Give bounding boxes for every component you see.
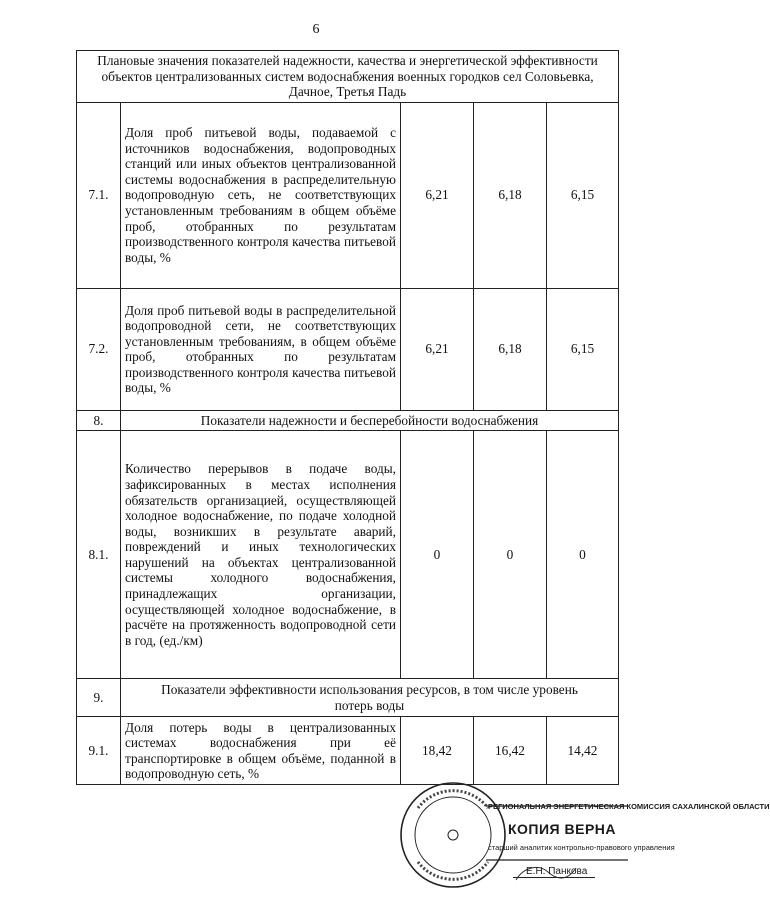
section-title: Показатели эффективности использования ресурсов, в том числе уровень потерь воды bbox=[121, 679, 619, 717]
row-value-1: 0 bbox=[401, 431, 474, 679]
row-value-3: 14,42 bbox=[547, 717, 619, 785]
table-header-row bbox=[77, 51, 619, 103]
signature-line bbox=[513, 877, 595, 878]
row-value-1: 18,42 bbox=[401, 717, 474, 785]
table-header: Плановые значения показателей надежности, качества и энергетической эффективности объектов централизованных систем водоснабжения военных городков сел Соловьевка, Дачное, Третья Падь bbox=[77, 51, 619, 103]
row-value-1: 6,21 bbox=[401, 288, 474, 410]
section-row bbox=[77, 410, 619, 431]
row-value-3: 0 bbox=[547, 431, 619, 679]
row-value-3: 6,15 bbox=[547, 288, 619, 410]
row-value-2: 0 bbox=[474, 431, 547, 679]
stamp-position: старший аналитик контрольно-правового управления bbox=[488, 843, 675, 852]
page-number: 6 bbox=[312, 22, 320, 37]
section-title: Показатели надежности и бесперебойности водоснабжения bbox=[121, 410, 619, 431]
row-value-2: 6,18 bbox=[474, 288, 547, 410]
table-row bbox=[77, 102, 619, 288]
row-number: 7.1. bbox=[77, 102, 121, 288]
row-description: Доля проб питьевой воды в распределительной водопроводной сети, не соответствующих установленным требованиям, в общем объёме проб, отобранных по результатам производственного контроля качества питьевой воды, % bbox=[121, 288, 401, 410]
certification-stamp bbox=[398, 768, 770, 902]
stamp-title: КОПИЯ ВЕРНА bbox=[508, 821, 617, 837]
section-number: 9. bbox=[77, 679, 121, 717]
row-description: Доля проб питьевой воды, подаваемой с источников водоснабжения, водопроводных станций или иных объектов централизованной системы водоснабжения в распределительную водопроводную сеть, не соответствующих установленным требованиям в общем объёме проб, отобранных по результатам производственного контроля качества питьевой воды, % bbox=[121, 102, 401, 288]
section-row bbox=[77, 679, 619, 717]
row-number: 9.1. bbox=[77, 717, 121, 785]
stamp-signer: Е.Н. Панкова bbox=[526, 866, 588, 877]
row-value-2: 16,42 bbox=[474, 717, 547, 785]
row-value-1: 6,21 bbox=[401, 102, 474, 288]
row-value-3: 6,15 bbox=[547, 102, 619, 288]
section-number: 8. bbox=[77, 410, 121, 431]
stamp-organization: РЕГИОНАЛЬНАЯ ЭНЕРГЕТИЧЕСКАЯ КОМИССИЯ САХАЛИНСКОЙ ОБЛАСТИ bbox=[488, 802, 770, 811]
table-row bbox=[77, 431, 619, 679]
row-number: 7.2. bbox=[77, 288, 121, 410]
indicators-table bbox=[76, 50, 619, 785]
table-row bbox=[77, 288, 619, 410]
row-number: 8.1. bbox=[77, 431, 121, 679]
row-description: Доля потерь воды в централизованных системах водоснабжения при её транспортировке в общем объёме, поданной в водопроводную сеть, % bbox=[121, 717, 401, 785]
row-description: Количество перерывов в подаче воды, зафиксированных в местах исполнения обязательств организацией, осуществляющей холодное водоснабжение, по подаче холодной воды, возникших в результате аварий, повреждений и иных технологических нарушений на объектах централизованной системы холодного водоснабжения, принадлежащих организации, осуществляющей холодное водоснабжение, в расчёте на протяженность водопроводной сети в год, (ед./км) bbox=[121, 431, 401, 679]
row-value-2: 6,18 bbox=[474, 102, 547, 288]
